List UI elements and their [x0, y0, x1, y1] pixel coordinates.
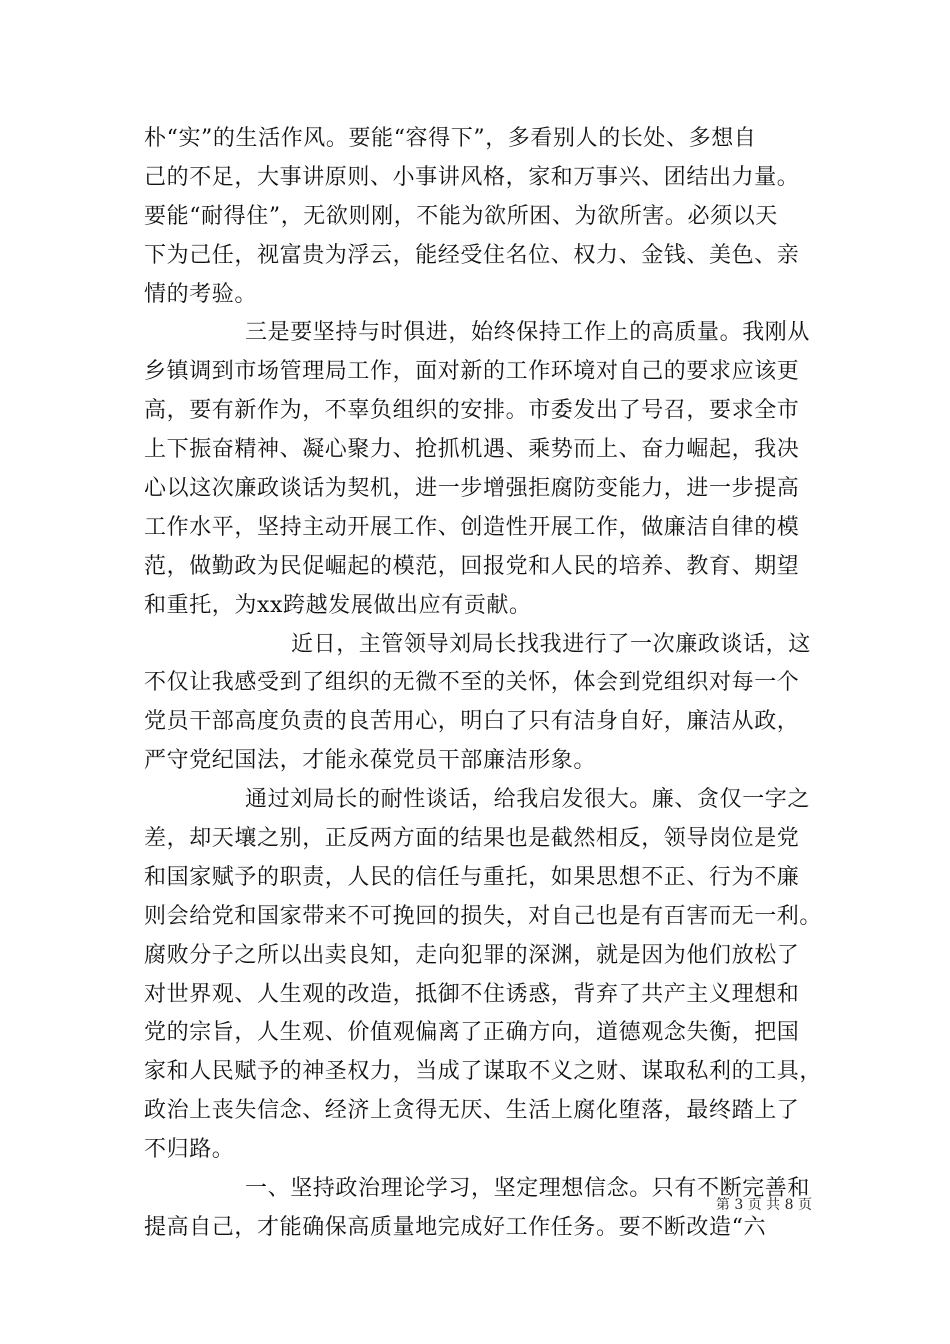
- text-line: 党员干部高度负责的良苦用心，明白了只有洁身自好，廉洁从政，: [144, 709, 800, 735]
- text-line: 腐败分子之所以出卖良知，走向犯罪的深渊，就是因为他们放松了: [144, 942, 800, 968]
- text-line: 范，做勤政为民促崛起的模范，回报党和人民的培养、教育、期望: [144, 553, 800, 579]
- text-line: 下为己任，视富贵为浮云，能经受住名位、权力、金钱、美色、亲: [144, 242, 800, 268]
- text-line: 严守党纪国法，才能永葆党员干部廉洁形象。: [144, 748, 597, 774]
- text-line: 差，却天壤之别，正反两方面的结果也是截然相反，领导岗位是党: [144, 826, 800, 852]
- text-line: 家和人民赋予的神圣权力，当成了谋取不义之财、谋取私利的工具，: [144, 1059, 823, 1085]
- text-line: 提高自己，才能确保高质量地完成好工作任务。要不断改造“六: [144, 1214, 767, 1240]
- text-line: 则会给党和国家带来不可挽回的损失，对自己也是有百害而无一利。: [144, 903, 823, 929]
- paragraph-first-line: 通过刘局长的耐性谈话，给我启发很大。廉、贪仅一字之: [245, 787, 811, 813]
- paragraph-first-line: 近日，主管领导刘局长找我进行了一次廉政谈话，这: [291, 631, 811, 657]
- text-line: 己的不足，大事讲原则、小事讲风格，家和万事兴、团结出力量。: [144, 164, 800, 190]
- text-line: 政治上丧失信念、经济上贪得无厌、生活上腐化堕落，最终踏上了: [144, 1098, 800, 1124]
- text-line: 要能“耐得住”，无欲则刚，不能为欲所困、为欲所害。必须以天: [144, 203, 778, 229]
- text-line: 乡镇调到市场管理局工作，面对新的工作环境对自己的要求应该更: [144, 359, 800, 385]
- text-line: 和重托，为xx跨越发展做出应有贡献。: [144, 592, 532, 618]
- text-line: 工作水平，坚持主动开展工作、创造性开展工作，做廉洁自律的模: [144, 514, 800, 540]
- text-line: 高，要有新作为，不辜负组织的安排。市委发出了号召，要求全市: [144, 398, 800, 424]
- text-line: 党的宗旨，人生观、价值观偏离了正确方向，道德观念失衡，把国: [144, 1020, 800, 1046]
- paragraph-first-line: 一、坚持政治理论学习，坚定理想信念。只有不断完善和: [245, 1176, 811, 1202]
- text-line: 心以这次廉政谈话为契机，进一步增强拒腐防变能力，进一步提高: [144, 476, 800, 502]
- text-line: 对世界观、人生观的改造，抵御不住诱惑，背弃了共产主义理想和: [144, 981, 800, 1007]
- text-line: 情的考验。: [144, 281, 258, 307]
- text-line: 和国家赋予的职责，人民的信任与重托，如果思想不正、行为不廉: [144, 864, 800, 890]
- document-body: [144, 120, 823, 1248]
- text-line: 朴“实”的生活作风。要能“容得下”，多看别人的长处、多想自: [144, 126, 757, 151]
- text-line: 不归路。: [144, 1137, 235, 1163]
- paragraph-first-line: 三是要坚持与时俱进，始终保持工作上的高质量。我刚从: [245, 320, 811, 346]
- page-number-footer: 第 3 页 共 8 页: [715, 1197, 812, 1213]
- text-line: 不仅让我感受到了组织的无微不至的关怀，体会到党组织对每一个: [144, 670, 800, 696]
- text-line: 上下振奋精神、凝心聚力、抢抓机遇、乘势而上、奋力崛起，我决: [144, 437, 800, 463]
